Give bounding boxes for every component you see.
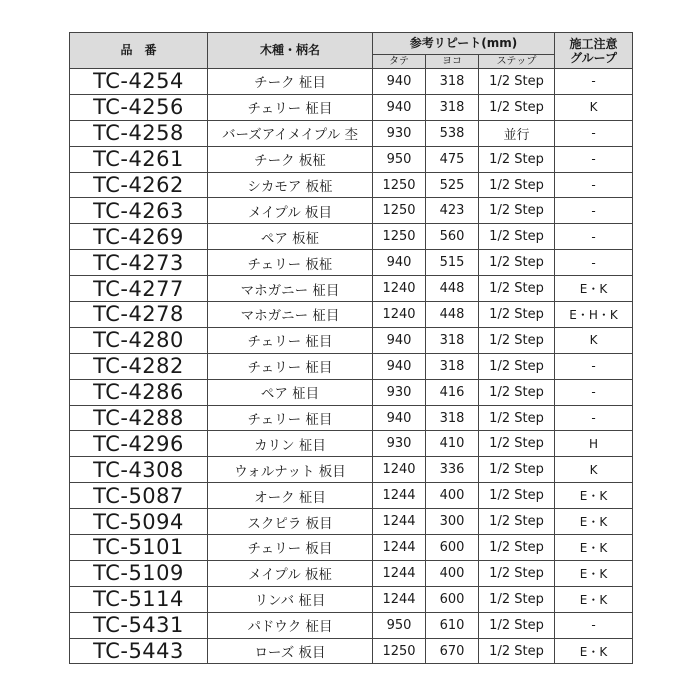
caution-group-cell: -: [555, 612, 633, 638]
repeat-step-cell: 1/2 Step: [479, 94, 555, 120]
product-table: [69, 32, 633, 664]
table-row: [70, 69, 633, 95]
header-step: ステップ: [479, 55, 555, 69]
caution-group-cell: -: [555, 69, 633, 95]
wood-pattern-cell: シカモア 板柾: [208, 172, 373, 198]
product-code-cell: TC-4263: [70, 198, 208, 224]
repeat-yoko-cell: 416: [426, 379, 479, 405]
header-yoko: ヨコ: [426, 55, 479, 69]
repeat-yoko-cell: 515: [426, 250, 479, 276]
caution-group-cell: E・K: [555, 535, 633, 561]
repeat-tate-cell: 940: [373, 353, 426, 379]
repeat-step-cell: 1/2 Step: [479, 198, 555, 224]
repeat-step-cell: 1/2 Step: [479, 276, 555, 302]
repeat-yoko-cell: 475: [426, 146, 479, 172]
wood-pattern-cell: ペア 板柾: [208, 224, 373, 250]
repeat-step-cell: 1/2 Step: [479, 638, 555, 664]
product-code-cell: TC-4256: [70, 94, 208, 120]
wood-pattern-cell: チェリー 柾目: [208, 327, 373, 353]
repeat-yoko-cell: 610: [426, 612, 479, 638]
repeat-yoko-cell: 448: [426, 276, 479, 302]
wood-pattern-cell: チーク 板柾: [208, 146, 373, 172]
repeat-yoko-cell: 525: [426, 172, 479, 198]
repeat-tate-cell: 1240: [373, 302, 426, 328]
wood-pattern-cell: バーズアイメイプル 杢: [208, 120, 373, 146]
repeat-yoko-cell: 336: [426, 457, 479, 483]
caution-group-cell: K: [555, 94, 633, 120]
table-row: [70, 327, 633, 353]
repeat-step-cell: 1/2 Step: [479, 560, 555, 586]
wood-pattern-cell: ローズ 板目: [208, 638, 373, 664]
caution-group-cell: H: [555, 431, 633, 457]
table-row: [70, 94, 633, 120]
repeat-tate-cell: 940: [373, 250, 426, 276]
repeat-yoko-cell: 318: [426, 353, 479, 379]
caution-group-cell: -: [555, 120, 633, 146]
repeat-tate-cell: 1250: [373, 198, 426, 224]
repeat-tate-cell: 1250: [373, 172, 426, 198]
repeat-step-cell: 1/2 Step: [479, 250, 555, 276]
repeat-tate-cell: 940: [373, 327, 426, 353]
product-code-cell: TC-4273: [70, 250, 208, 276]
caution-group-cell: E・K: [555, 560, 633, 586]
repeat-step-cell: 1/2 Step: [479, 509, 555, 535]
product-code-cell: TC-4288: [70, 405, 208, 431]
repeat-yoko-cell: 318: [426, 327, 479, 353]
product-code-cell: TC-5087: [70, 483, 208, 509]
table-row: [70, 146, 633, 172]
repeat-tate-cell: 930: [373, 379, 426, 405]
wood-pattern-cell: マホガニー 柾目: [208, 302, 373, 328]
product-code-cell: TC-4262: [70, 172, 208, 198]
wood-pattern-cell: スクピラ 板目: [208, 509, 373, 535]
table-row: [70, 509, 633, 535]
repeat-step-cell: 並行: [479, 120, 555, 146]
header-group-line1: 施工注意: [569, 36, 618, 51]
repeat-tate-cell: 940: [373, 94, 426, 120]
wood-pattern-cell: ペア 柾目: [208, 379, 373, 405]
caution-group-cell: E・K: [555, 509, 633, 535]
product-code-cell: TC-4261: [70, 146, 208, 172]
product-code-cell: TC-4254: [70, 69, 208, 95]
product-code-cell: TC-5094: [70, 509, 208, 535]
repeat-yoko-cell: 423: [426, 198, 479, 224]
repeat-tate-cell: 1244: [373, 586, 426, 612]
table-row: [70, 353, 633, 379]
table-row: [70, 535, 633, 561]
repeat-step-cell: 1/2 Step: [479, 172, 555, 198]
table-row: [70, 457, 633, 483]
table-row: [70, 612, 633, 638]
wood-pattern-cell: チェリー 柾目: [208, 353, 373, 379]
caution-group-cell: -: [555, 146, 633, 172]
repeat-yoko-cell: 318: [426, 69, 479, 95]
caution-group-cell: E・K: [555, 276, 633, 302]
header-group: [555, 33, 633, 69]
repeat-yoko-cell: 600: [426, 535, 479, 561]
repeat-step-cell: 1/2 Step: [479, 146, 555, 172]
repeat-tate-cell: 1244: [373, 535, 426, 561]
repeat-yoko-cell: 670: [426, 638, 479, 664]
repeat-step-cell: 1/2 Step: [479, 405, 555, 431]
wood-pattern-cell: パドウク 柾目: [208, 612, 373, 638]
product-code-cell: TC-4296: [70, 431, 208, 457]
caution-group-cell: -: [555, 379, 633, 405]
wood-pattern-cell: チェリー 柾目: [208, 94, 373, 120]
caution-group-cell: -: [555, 405, 633, 431]
repeat-step-cell: 1/2 Step: [479, 353, 555, 379]
repeat-yoko-cell: 318: [426, 94, 479, 120]
repeat-step-cell: 1/2 Step: [479, 431, 555, 457]
repeat-yoko-cell: 560: [426, 224, 479, 250]
product-code-cell: TC-4280: [70, 327, 208, 353]
caution-group-cell: K: [555, 457, 633, 483]
repeat-step-cell: 1/2 Step: [479, 483, 555, 509]
repeat-tate-cell: 1244: [373, 509, 426, 535]
repeat-step-cell: 1/2 Step: [479, 69, 555, 95]
repeat-tate-cell: 940: [373, 405, 426, 431]
wood-pattern-cell: マホガニー 柾目: [208, 276, 373, 302]
wood-pattern-cell: メイプル 板柾: [208, 560, 373, 586]
header-group-line2: グループ: [569, 50, 618, 65]
caution-group-cell: E・H・K: [555, 302, 633, 328]
product-code-cell: TC-5431: [70, 612, 208, 638]
table-row: [70, 560, 633, 586]
product-code-cell: TC-5101: [70, 535, 208, 561]
repeat-tate-cell: 930: [373, 120, 426, 146]
table-body: [70, 69, 633, 664]
repeat-tate-cell: 1250: [373, 224, 426, 250]
table-row: [70, 586, 633, 612]
repeat-tate-cell: 1240: [373, 457, 426, 483]
product-code-cell: TC-4277: [70, 276, 208, 302]
table-row: [70, 250, 633, 276]
caution-group-cell: -: [555, 250, 633, 276]
repeat-step-cell: 1/2 Step: [479, 612, 555, 638]
repeat-step-cell: 1/2 Step: [479, 457, 555, 483]
product-code-cell: TC-4278: [70, 302, 208, 328]
repeat-yoko-cell: 400: [426, 560, 479, 586]
table-row: [70, 276, 633, 302]
caution-group-cell: E・K: [555, 586, 633, 612]
repeat-step-cell: 1/2 Step: [479, 302, 555, 328]
repeat-tate-cell: 1240: [373, 276, 426, 302]
table-row: [70, 379, 633, 405]
wood-pattern-cell: チェリー 柾目: [208, 405, 373, 431]
table-row: [70, 120, 633, 146]
header-name: 木種・柄名: [208, 33, 373, 69]
repeat-tate-cell: 1250: [373, 638, 426, 664]
wood-pattern-cell: ウォルナット 板目: [208, 457, 373, 483]
product-code-cell: TC-5443: [70, 638, 208, 664]
header-tate: タテ: [373, 55, 426, 69]
wood-pattern-cell: チェリー 板柾: [208, 250, 373, 276]
wood-pattern-cell: メイプル 板目: [208, 198, 373, 224]
repeat-step-cell: 1/2 Step: [479, 224, 555, 250]
repeat-tate-cell: 930: [373, 431, 426, 457]
table-row: [70, 198, 633, 224]
caution-group-cell: -: [555, 353, 633, 379]
repeat-yoko-cell: 600: [426, 586, 479, 612]
wood-pattern-cell: チーク 柾目: [208, 69, 373, 95]
repeat-step-cell: 1/2 Step: [479, 586, 555, 612]
header-code: 品 番: [70, 33, 208, 69]
wood-pattern-cell: オーク 柾目: [208, 483, 373, 509]
repeat-step-cell: 1/2 Step: [479, 327, 555, 353]
repeat-tate-cell: 1244: [373, 483, 426, 509]
product-code-cell: TC-4269: [70, 224, 208, 250]
product-code-cell: TC-4286: [70, 379, 208, 405]
wood-pattern-cell: カリン 柾目: [208, 431, 373, 457]
table-row: [70, 224, 633, 250]
wood-pattern-cell: チェリー 板目: [208, 535, 373, 561]
repeat-tate-cell: 1244: [373, 560, 426, 586]
product-code-cell: TC-4282: [70, 353, 208, 379]
wood-pattern-cell: リンバ 柾目: [208, 586, 373, 612]
table-row: [70, 302, 633, 328]
table-row: [70, 172, 633, 198]
product-code-cell: TC-4258: [70, 120, 208, 146]
caution-group-cell: K: [555, 327, 633, 353]
header-repeat: 参考リピート(mm): [373, 33, 555, 55]
table-row: [70, 431, 633, 457]
repeat-yoko-cell: 538: [426, 120, 479, 146]
product-code-cell: TC-5114: [70, 586, 208, 612]
repeat-yoko-cell: 410: [426, 431, 479, 457]
table-header: [70, 33, 633, 69]
product-code-cell: TC-5109: [70, 560, 208, 586]
repeat-tate-cell: 950: [373, 146, 426, 172]
caution-group-cell: -: [555, 198, 633, 224]
caution-group-cell: -: [555, 224, 633, 250]
caution-group-cell: E・K: [555, 638, 633, 664]
repeat-yoko-cell: 400: [426, 483, 479, 509]
table-row: [70, 638, 633, 664]
table-row: [70, 405, 633, 431]
repeat-tate-cell: 940: [373, 69, 426, 95]
table-row: [70, 483, 633, 509]
repeat-yoko-cell: 300: [426, 509, 479, 535]
repeat-yoko-cell: 448: [426, 302, 479, 328]
repeat-yoko-cell: 318: [426, 405, 479, 431]
product-code-cell: TC-4308: [70, 457, 208, 483]
repeat-tate-cell: 950: [373, 612, 426, 638]
caution-group-cell: -: [555, 172, 633, 198]
repeat-step-cell: 1/2 Step: [479, 535, 555, 561]
caution-group-cell: E・K: [555, 483, 633, 509]
repeat-step-cell: 1/2 Step: [479, 379, 555, 405]
